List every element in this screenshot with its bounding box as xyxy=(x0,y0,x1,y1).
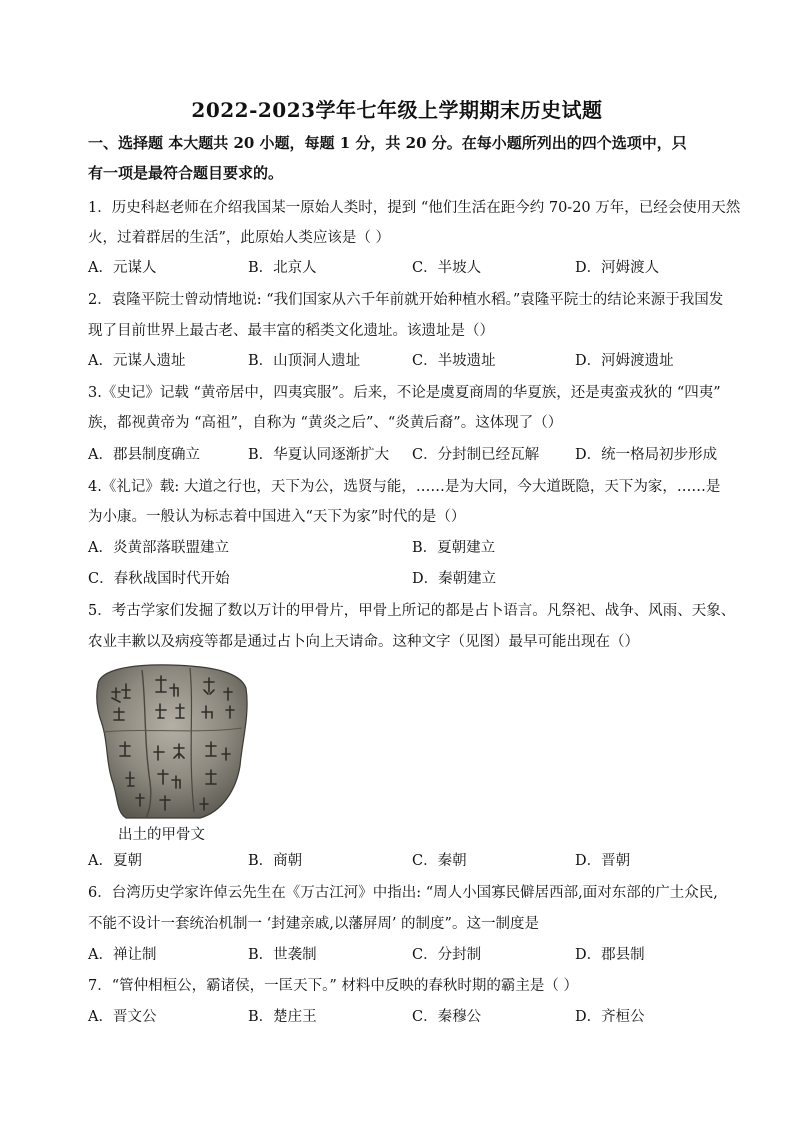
question-1-option-c: C．半坡人 xyxy=(412,260,482,276)
question-3-option-d: D．统一格局初步形成 xyxy=(575,447,718,463)
question-1-line-1: 1．历史科赵老师在介绍我国某一原始人类时，提到 “他们生活在距今约 70-20 万年，已经会使用天然 xyxy=(88,200,741,216)
question-5-line-2: 农业丰歉以及病疫等都是通过占卜向上天请命。这种文字（见图）最早可能出现在（） xyxy=(88,634,639,650)
oracle-bone-image xyxy=(90,662,250,820)
question-3-option-a: A．郡县制度确立 xyxy=(88,447,200,463)
question-1-option-b: B．北京人 xyxy=(248,260,317,276)
question-3-option-c: C．分封制已经瓦解 xyxy=(412,447,540,463)
question-7-option-d: D．齐桓公 xyxy=(575,1009,645,1025)
question-4-option-a: A．炎黄部落联盟建立 xyxy=(88,540,229,556)
question-4-option-c: C．春秋战国时代开始 xyxy=(88,571,230,587)
question-6-option-c: C．分封制 xyxy=(412,947,482,963)
question-4-line-2: 为小康。一般认为标志着中国进入“天下为家”时代的是（） xyxy=(88,509,466,525)
question-4-option-d: D．秦朝建立 xyxy=(412,571,497,587)
question-6-option-a: A．禅让制 xyxy=(88,947,157,963)
question-5-option-b: B．商朝 xyxy=(248,853,303,869)
question-3-line-2: 族，都视黄帝为 “高祖”，自称为 “黄炎之后”、“炎黄后裔”。这体现了（） xyxy=(88,415,563,431)
question-1-line-2: 火，过着群居的生活”，此原始人类应该是（ ） xyxy=(88,230,391,246)
section-heading-line-1: 一、选择题 本大题共 20 小题，每题 1 分，共 20 分。在每小题所列出的四个选项中，只 xyxy=(88,134,687,152)
question-1-option-a: A．元谋人 xyxy=(88,260,157,276)
question-2-option-b: B．山顶洞人遗址 xyxy=(248,353,361,369)
question-6-option-b: B．世袭制 xyxy=(248,947,317,963)
question-1-option-d: D．河姆渡人 xyxy=(575,260,660,276)
question-4-option-b: B．夏朝建立 xyxy=(412,540,496,556)
question-2-line-2: 现了目前世界上最古老、最丰富的稻类文化遗址。该遗址是（） xyxy=(88,323,494,339)
page-title: 2022-2023学年七年级上学期期末历史试题 xyxy=(191,98,603,122)
question-3-option-b: B．华夏认同逐渐扩大 xyxy=(248,447,390,463)
question-7-option-c: C．秦穆公 xyxy=(412,1009,482,1025)
question-7-option-b: B．楚庄王 xyxy=(248,1009,317,1025)
question-2-option-a: A．元谋人遗址 xyxy=(88,353,186,369)
question-5-option-c: C．秦朝 xyxy=(412,853,467,869)
question-2-option-d: D．河姆渡遗址 xyxy=(575,353,674,369)
question-5-line-1: 5．考古学家们发掘了数以万计的甲骨片，甲骨上所记的都是占卜语言。凡祭祀、战争、风雨、天象、 xyxy=(88,603,736,619)
question-6-line-2: 不能不设计一套统治机制一 ‘封建亲戚,以藩屏周’ 的制度”。这一制度是 xyxy=(88,916,539,932)
question-5-option-a: A．夏朝 xyxy=(88,853,142,869)
question-4-line-1: 4.《礼记》载: 大道之行也，天下为公，选贤与能，……是为大同，今大道既隐，天下为家，……是 xyxy=(88,479,721,495)
question-6-option-d: D．郡县制 xyxy=(575,947,645,963)
question-7-option-a: A．晋文公 xyxy=(88,1009,157,1025)
question-7-line-1: 7．“管仲相桓公，霸诸侯，一匡天下。” 材料中反映的春秋时期的霸主是（ ） xyxy=(88,978,579,994)
question-2-option-c: C．半坡遗址 xyxy=(412,353,496,369)
question-6-line-1: 6．台湾历史学家许倬云先生在《万古江河》中指出: “周人小国寡民僻居西部,面对东部的广土众民, xyxy=(88,885,718,901)
figure-caption: 出土的甲骨文 xyxy=(118,827,205,843)
section-heading-line-2: 有一项是最符合题目要求的。 xyxy=(88,164,284,182)
question-5-option-d: D．晋朝 xyxy=(575,853,631,869)
question-3-line-1: 3.《史记》记载 “黄帝居中，四夷宾服”。后来，不论是虞夏商周的华夏族，还是夷蛮戎狄的 “四夷” xyxy=(88,385,721,401)
question-2-line-1: 2．袁隆平院士曾动情地说: “我们国家从六千年前就开始种植水稻。”袁隆平院士的结论来源于我国发 xyxy=(88,292,724,308)
